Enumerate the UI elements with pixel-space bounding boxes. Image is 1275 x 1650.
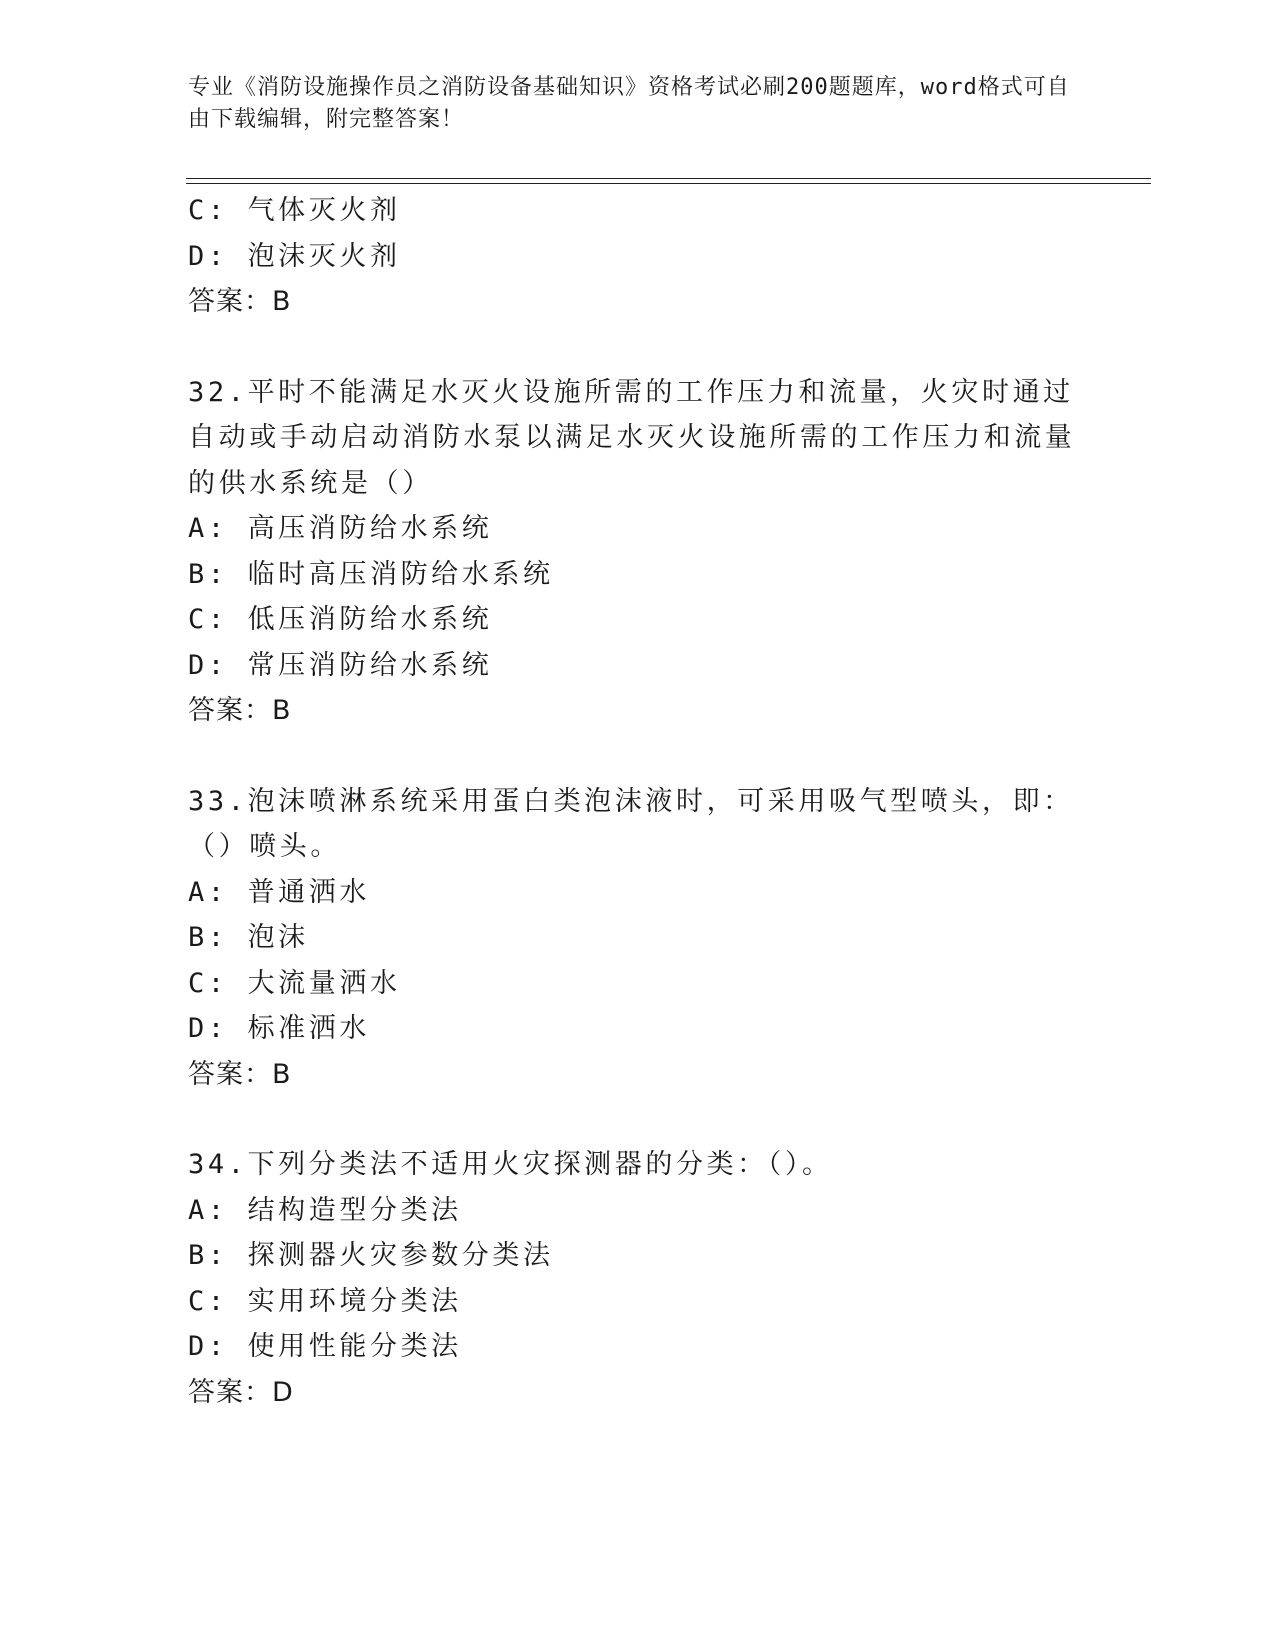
option-b: B: 探测器火灾参数分类法 — [188, 1240, 554, 1271]
option-d: D: 使用性能分类法 — [188, 1331, 462, 1362]
question-stem: 33.泡沫喷淋系统采用蛋白类泡沫液时，可采用吸气型喷头，即：（）喷头。 — [188, 785, 1074, 862]
question-stem: 34.下列分类法不适用火灾探测器的分类：（）。 — [188, 1149, 833, 1180]
option-c: C: 大流量洒水 — [188, 967, 401, 999]
header-divider-bottom — [186, 183, 1151, 184]
header-title: 专业《消防设施操作员之消防设备基础知识》资格考试必刷200题题库，word格式可自由下载编辑，附完整答案！ — [188, 75, 1070, 132]
question-33 — [188, 779, 1128, 1098]
question-34 — [188, 1142, 1128, 1415]
option-a: A: 高压消防给水系统 — [188, 513, 493, 544]
answer-line: 答案：B — [188, 286, 292, 317]
option-a: A: 普通洒水 — [188, 876, 370, 908]
option-c: C: 实用环境分类法 — [188, 1285, 462, 1317]
option-a: A: 结构造型分类法 — [188, 1194, 462, 1226]
answer-line: 答案：B — [188, 1058, 292, 1090]
question-stem: 32.平时不能满足水灭火设施所需的工作压力和流量，火灾时通过自动或手动启动消防水泵以满足水灭火设施所需的工作压力和流量的供水系统是（） — [188, 376, 1076, 499]
question-32 — [188, 370, 1128, 734]
answer-line: 答案：D — [188, 1376, 294, 1408]
question-31-continued — [188, 188, 1128, 325]
option-c: C: 低压消防给水系统 — [188, 604, 493, 635]
answer-line: 答案：B — [188, 695, 292, 726]
header-divider-top — [186, 178, 1151, 179]
option-b: B: 泡沫 — [188, 922, 309, 953]
option-d: D: 标准洒水 — [188, 1013, 370, 1044]
option-d: D: 泡沫灭火剂 — [188, 240, 401, 272]
page-header — [188, 72, 1088, 136]
option-b: B: 临时高压消防给水系统 — [188, 558, 554, 590]
option-d: D: 常压消防给水系统 — [188, 649, 493, 681]
document-body — [188, 188, 1128, 1415]
option-c: C: 气体灭火剂 — [188, 195, 401, 226]
